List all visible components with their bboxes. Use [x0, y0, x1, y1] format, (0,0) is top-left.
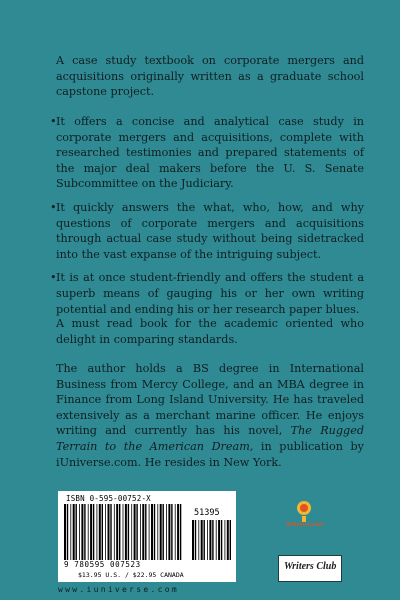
bullet-text: It quickly answers the what, who, how, and why questions of corporate mergers and acquisitions through actual case study without being sidetracked into the vast expanse of the intriguing subject. — [56, 200, 364, 261]
bullet-marker: • — [50, 271, 57, 285]
bullet-marker: • — [50, 115, 57, 128]
author-bio-paragraph — [56, 361, 364, 470]
bullet-text: It offers a concise and analytical case study in corporate mergers and acquisitions, complete with researched testimonies and prepared statements of the major deal makers before the U. S. Senate Subcommittee on the Judiciary. — [56, 115, 364, 191]
addon-code: 51395 — [194, 508, 220, 518]
publisher-website: www.iuniverse.com — [58, 585, 179, 594]
bullet-item — [50, 114, 364, 192]
bullet-item — [50, 270, 364, 317]
author-bio-text: The author holds a BS degree in International Business from Mercy College, and an MBA degree in Finance from Long Island University. He has traveled extensively as a merchant marine officer. He enjoys writing and currently has his novel, — [56, 362, 364, 438]
bullet-marker: • — [50, 200, 57, 214]
iuniverse-logo-text: iUniverse.com — [286, 522, 324, 528]
writers-club-text: Writers Club — [284, 561, 337, 572]
writers-club-logo — [278, 555, 342, 582]
intro-paragraph: A case study textbook on corporate mergers and acquisitions originally written as a graduate school capstone project. — [56, 54, 364, 99]
author-bio-text-end: in publication by iUniverse.com. He resides in New York. — [56, 439, 364, 469]
bullet-item — [50, 200, 364, 262]
isbn-barcode — [58, 491, 236, 582]
ean-barcode-bars — [64, 504, 184, 560]
bullet-text: It is at once student-friendly and offers the student a superb means of gauging his or her own writing potential and ending his or her research paper blues. — [56, 271, 364, 316]
isbn-number: ISBN 0-595-00752-X — [66, 494, 151, 503]
price-text: $13.95 U.S. / $22.95 CANADA — [78, 571, 184, 579]
novel-title: The Rugged Terrain to the American Dream, — [56, 424, 364, 453]
must-read-paragraph: A must read book for the academic oriented who delight in comparing standards. — [56, 317, 364, 346]
addon-barcode-bars — [192, 520, 232, 560]
ean-digits: 9 780595 007523 — [64, 560, 141, 569]
feature-bullet-list — [50, 114, 364, 325]
